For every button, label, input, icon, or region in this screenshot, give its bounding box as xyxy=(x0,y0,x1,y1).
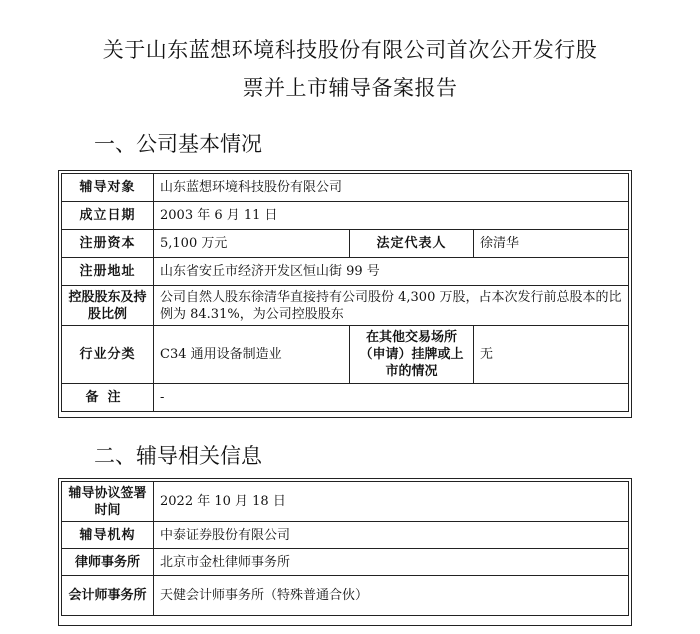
shareholder-value: 公司自然人股东徐清华直接持有公司股份 4,300 万股，占本次发行前总股本的比例为 84.31%，为公司控股股东 xyxy=(154,286,629,326)
table-row xyxy=(62,384,629,412)
industry-value: C34 通用设备制造业 xyxy=(154,326,350,384)
table-row xyxy=(62,549,629,576)
table-row xyxy=(62,230,629,258)
accounting-firm-value: 天健会计师事务所（特殊普通合伙） xyxy=(154,576,629,616)
address-label: 注册地址 xyxy=(62,258,154,286)
table-row xyxy=(62,576,629,616)
table-row xyxy=(62,174,629,202)
agreement-date-label: 辅导协议签署时间 xyxy=(62,482,154,522)
company-info-table xyxy=(58,170,632,418)
agreement-date-value: 2022 年 10 月 18 日 xyxy=(154,482,629,522)
table-row xyxy=(62,522,629,549)
institution-label: 辅导机构 xyxy=(62,522,154,549)
table-row xyxy=(62,326,629,384)
table-row xyxy=(62,258,629,286)
capital-label: 注册资本 xyxy=(62,230,154,258)
other-exchange-label: 在其他交易场所（申请）挂牌或上市的情况 xyxy=(350,326,474,384)
tutoring-info-table xyxy=(58,478,632,626)
legal-rep-value: 徐清华 xyxy=(474,230,629,258)
law-firm-label: 律师事务所 xyxy=(62,549,154,576)
established-value: 2003 年 6 月 11 日 xyxy=(154,202,629,230)
section2-heading: 二、辅导相关信息 xyxy=(94,444,262,468)
accounting-firm-label: 会计师事务所 xyxy=(62,576,154,616)
institution-value: 中泰证券股份有限公司 xyxy=(154,522,629,549)
remarks-value: - xyxy=(154,384,629,412)
industry-label: 行业分类 xyxy=(62,326,154,384)
other-exchange-value: 无 xyxy=(474,326,629,384)
shareholder-label: 控股股东及持股比例 xyxy=(62,286,154,326)
established-label: 成立日期 xyxy=(62,202,154,230)
law-firm-value: 北京市金杜律师事务所 xyxy=(154,549,629,576)
table-row xyxy=(62,202,629,230)
document-title-line1: 关于山东蓝想环境科技股份有限公司首次公开发行股 xyxy=(102,38,598,62)
target-value: 山东蓝想环境科技股份有限公司 xyxy=(154,174,629,202)
table-row xyxy=(62,286,629,326)
target-label: 辅导对象 xyxy=(62,174,154,202)
remarks-label: 备注 xyxy=(62,384,154,412)
document-title-line2: 票并上市辅导备案报告 xyxy=(242,76,458,100)
address-value: 山东省安丘市经济开发区恒山街 99 号 xyxy=(154,258,629,286)
capital-value: 5,100 万元 xyxy=(154,230,350,258)
table-row xyxy=(62,482,629,522)
section1-heading: 一、公司基本情况 xyxy=(94,132,262,156)
legal-rep-label: 法定代表人 xyxy=(350,230,474,258)
